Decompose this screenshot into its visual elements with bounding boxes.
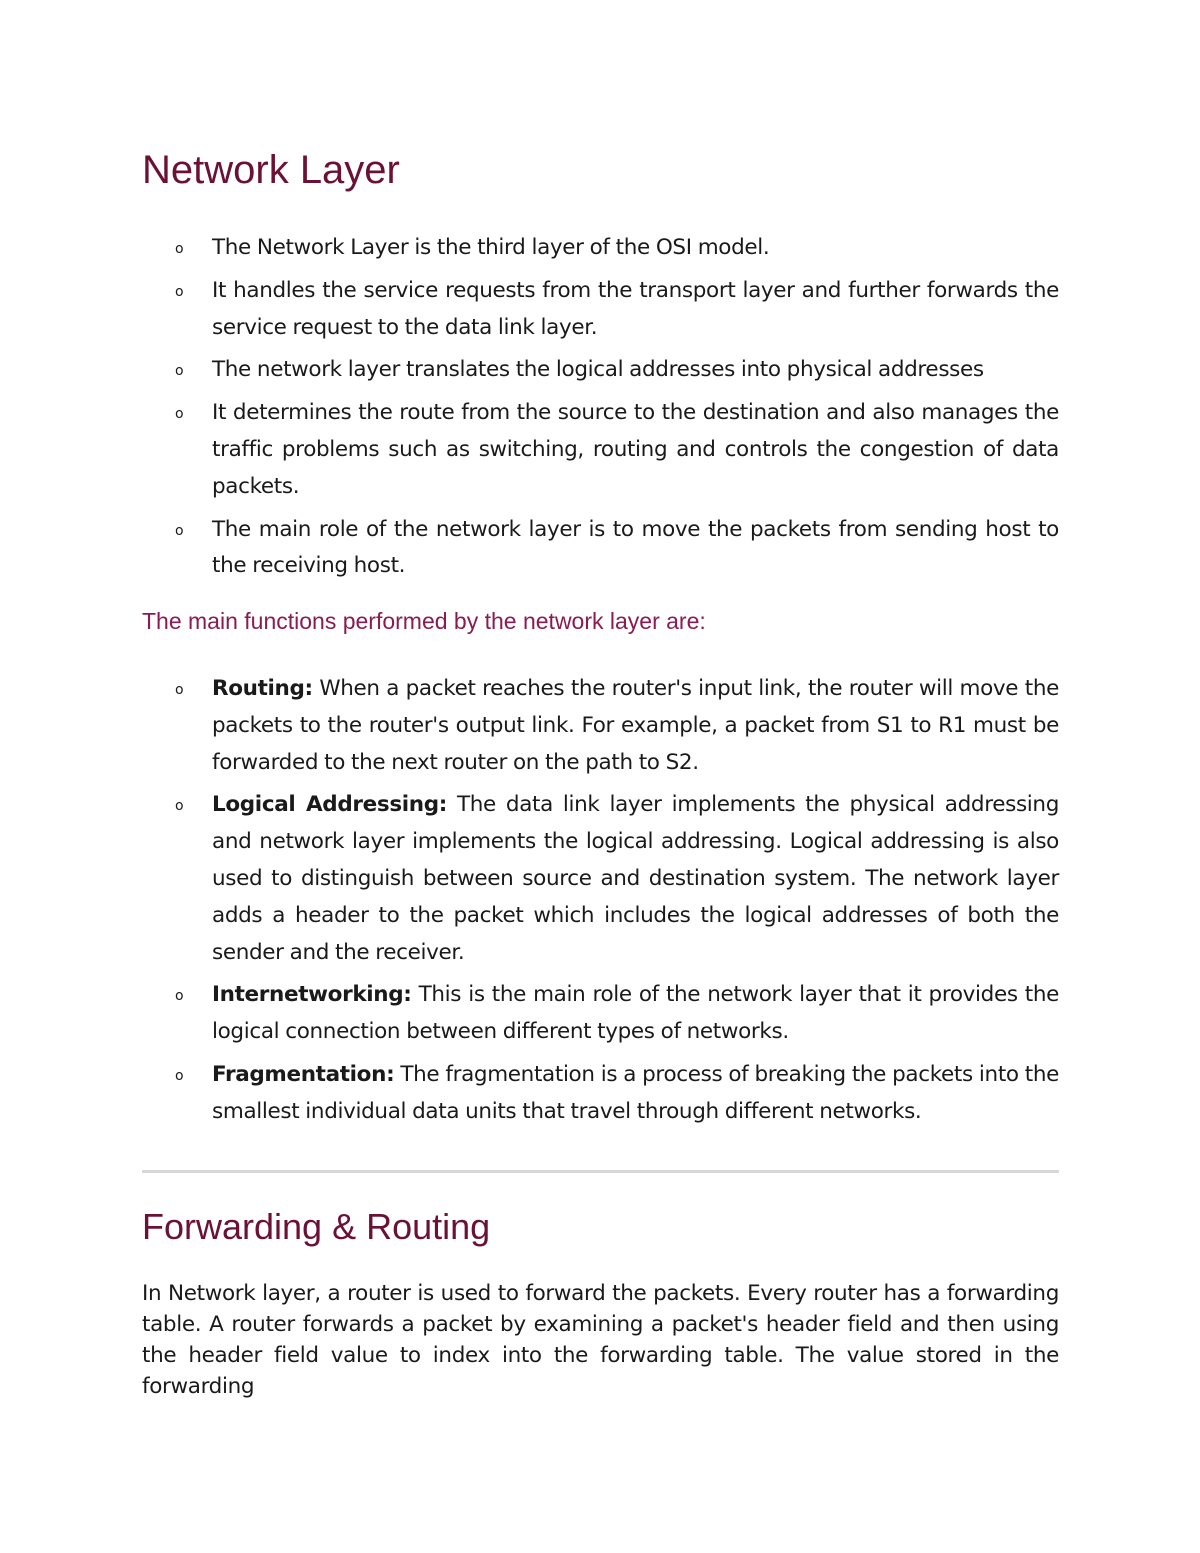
functions-list [142, 671, 1059, 1137]
function-description: This is the main role of the network layer that it provides the logical connection between different types of networks. [212, 982, 1059, 1045]
function-item [142, 977, 1059, 1051]
function-item [142, 1057, 1059, 1131]
function-description: When a packet reaches the router's input link, the router will move the packets to the router's output link. For example, a packet from S1 to R1 must be forwarded to the next router on the path to S2. [212, 676, 1059, 775]
list-item-text: It determines the route from the source to the destination and also manages the traffic problems such as switching, routing and controls the congestion of data packets. [212, 400, 1059, 499]
section-title: Forwarding & Routing [142, 1206, 491, 1247]
functions-heading: The main functions performed by the network layer are: [142, 608, 706, 634]
bullet-icon: o [175, 406, 184, 423]
function-term: Internetworking: [212, 982, 412, 1008]
bullet-icon: o [175, 988, 184, 1005]
function-item [142, 671, 1059, 781]
bullet-icon: o [175, 798, 184, 815]
function-description: The fragmentation is a process of breaking the packets into the smallest individual data units that travel through different networks. [212, 1061, 1059, 1124]
bullet-icon: o [175, 241, 184, 257]
list-item [142, 230, 1059, 267]
bullet-icon: o [175, 363, 184, 380]
bullet-icon: o [175, 283, 184, 300]
function-term: Logical Addressing: [212, 792, 448, 818]
bullet-icon: o [175, 1067, 184, 1084]
function-description: The data link layer implements the physical addressing and network layer implements the logical addressing. Logical addressing is also used to distinguish between source and destination system. The network layer adds a header to the packet which includes the logical addresses of both the sender and the receiver. [212, 792, 1059, 965]
intro-list [142, 230, 1059, 591]
function-term: Routing: [212, 676, 313, 701]
section-divider [142, 1170, 1059, 1173]
list-item-text: The Network Layer is the third layer of the OSI model. [212, 235, 770, 260]
bullet-icon: o [175, 682, 184, 698]
list-item [142, 352, 1059, 389]
list-item [142, 395, 1059, 505]
page-title: Network Layer [142, 148, 400, 192]
bullet-icon: o [175, 522, 184, 539]
list-item [142, 273, 1059, 347]
function-term: Fragmentation: [212, 1061, 395, 1087]
list-item-text: It handles the service requests from the transport layer and further forwards the service request to the data link layer. [212, 277, 1059, 340]
list-item-text: The network layer translates the logical addresses into physical addresses [212, 357, 984, 383]
list-item-text: The main role of the network layer is to move the packets from sending host to the receiving host. [212, 516, 1059, 579]
list-item [142, 512, 1059, 586]
function-item [142, 787, 1059, 971]
section-paragraph: In Network layer, a router is used to forward the packets. Every router has a forwarding table. A router forwards a packet by examining a packet's header field and then using the header field value to index into the forwarding table. The value stored in the forwarding [142, 1281, 1059, 1399]
